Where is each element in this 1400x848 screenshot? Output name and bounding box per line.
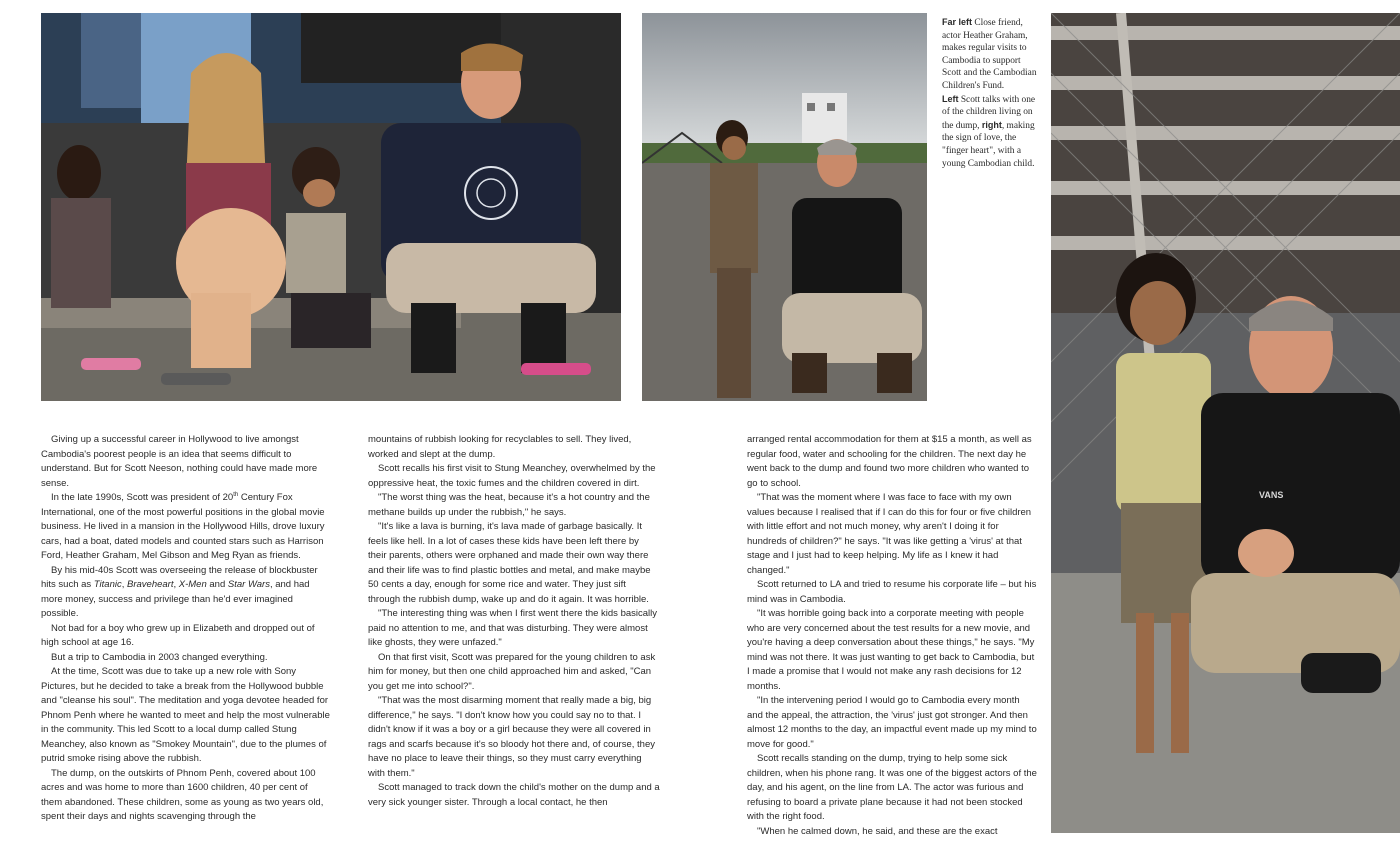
article-paragraph: "When he calmed down, he said, and these are the exact [757, 825, 998, 837]
caption-far-left-key: Far left [942, 17, 973, 27]
caption-left-key: Left [942, 93, 959, 104]
article-paragraph: At the time, Scott was due to take up a new role with Sony Pictures, but he decided to take a break from the Hollywood bubble and "cleanse his soul". The meditation and yoga devotee headed for Phnom Penh where he wanted to meet and help the most vulnerable in the community. This led Scott to a local dump called Stung Meanchey, also known as "Smokey Mountain", due to the plumes of putrid smoke rising above the rubbish. [41, 666, 330, 764]
article-paragraph [41, 564, 331, 622]
article-paragraph: mountains of rubbish looking for recyclables to sell. They lived, worked and slept at the dump. [368, 434, 632, 460]
article-text: , [173, 579, 179, 590]
ordinal-superscript: th [233, 491, 239, 498]
article-paragraph: "It was horrible going back into a corporate meeting with people who are very concerned about the test results for a new movie, and you're having a deep conversation about these things," he says. "My mind was not there. It was just wanting to get back to Cambodia, but I made a promise that I would not make any rash decisions for 12 months. [747, 608, 1035, 692]
article-paragraph [41, 491, 331, 564]
article-paragraph: "The worst thing was the heat, because it's a hot country and the methane builds up under the rubbish," he says. [368, 492, 650, 518]
article-paragraph: Scott recalls standing on the dump, trying to help some sick children, when his phone rang. It was one of the biggest actors of the day, and his agent, on the line from LA. The actor was furious and refusing to board a private plane because it had not been stocked with the right food. [747, 753, 1037, 822]
article-text: Century Fox International, one of the most powerful positions in the global movie business. He lived in a mansion in the Hollywood Hills, drove luxury cars, had a boat, dated models and counted stars such as Harrison Ford, Heather Graham, Mel Gibson and Meg Ryan as friends. [41, 492, 325, 561]
caption-right-key: right [981, 119, 1002, 130]
article-paragraph: "In the intervening period I would go to Cambodia every month and the appeal, the attraction, the 'virus' just got stronger. And then almost 12 months to the day, an impactful event made up my mind to move for good." [747, 695, 1037, 750]
photo-scott-with-child-on-dump [642, 13, 927, 401]
article-column-2 [368, 433, 660, 843]
film-title: Braveheart [127, 579, 174, 590]
article-paragraph: The dump, on the outskirts of Phnom Penh, covered about 100 acres and was home to more than 1600 children, 40 per cent of them abandoned. These children, some as young as two years old, spent their days and nights scavenging through the [41, 767, 324, 822]
caption-left-text: Scott talks with one of the children living on the dump, [942, 94, 1036, 131]
article-text: In the late 1990s, Scott was president of 20 [51, 492, 234, 503]
article-paragraph: Scott managed to track down the child's mother on the dump and a very sick younger sister. Through a local contact, he then [368, 782, 660, 808]
article-paragraph: Scott returned to LA and tried to resume his corporate life – but his mind was in Cambodia. [747, 579, 1037, 605]
article-paragraph: "The interesting thing was when I first went there the kids basically paid no attention to me, and that was disturbing. They were almost like ghosts, they were unfazed." [368, 608, 658, 648]
article-column-3 [747, 433, 1037, 843]
article-paragraph: arranged rental accommodation for them at $15 a month, as well as regular food, water and schooling for the children. The next day he went back to the dump and found two more children who wanted to go to school. [747, 434, 1032, 489]
photo-finger-heart-with-child [1051, 13, 1400, 833]
article-paragraph: Giving up a successful career in Hollywood to live amongst Cambodia's poorest people is an idea that seems difficult to understand. But for Scott Neeson, nothing could have made more sense. [41, 434, 318, 489]
article-text: , [121, 579, 127, 590]
article-paragraph: "It's like a lava is burning, it's lava made of garbage basically. It feels like hell. In a lot of cases these kids have been left there by their parents, others were orphaned and made their own way there and their life was to find plastic bottles and metal, and make maybe 50 cents a day, enough for some rice and water. They just sift through the rubbish dump, wake up and do it again. It was horrible. [368, 521, 651, 605]
article-column-1 [41, 433, 331, 843]
article-paragraph: Scott recalls his first visit to Stung Meanchey, overwhelmed by the oppressive heat, the toxic fumes and the children covered in dirt. [368, 463, 656, 489]
article-paragraph: On that first visit, Scott was prepared for the young children to ask him for money, but then one child approached him and asked, "Can you get me into school?". [368, 651, 656, 692]
photo-heather-graham-scott-children [41, 13, 621, 401]
film-title: Titanic [93, 579, 122, 590]
article-paragraph: "That was the most disarming moment that really made a big, big difference," he says. "I don't know how you could say no to that. I didn't know if it was a boy or a girl because they were all covered in rags and scarfs because it's so bloody hot there and, of course, they have no place to leave their things, so they must carry everything with them." [368, 695, 655, 779]
article-text: and [206, 579, 228, 590]
film-title: X-Men [178, 579, 207, 590]
article-text: , and had more money, success and privilege than he'd ever imagined possible. [41, 579, 310, 619]
film-title: Star Wars [227, 579, 270, 590]
photo-caption [942, 16, 1042, 170]
caption-far-left-text: Close friend, actor Heather Graham, makes regular visits to Cambodia to support Scott and the Cambodian Children's Fund. [942, 18, 1037, 91]
shirt-text: VANS [1259, 490, 1284, 500]
article-paragraph: But a trip to Cambodia in 2003 changed everything. [51, 651, 268, 663]
article-paragraph: "That was the moment where I was face to face with my own values because I realised that if I can do this for four or five children with little effort and not much money, why aren't I doing it for hundreds of children?" he says. "It was like getting a 'virus' at that stage and I just had to keep helping. My life as I knew it had changed." [747, 492, 1032, 576]
article-text: By his mid-40s Scott was overseeing the release of blockbuster hits such as [41, 564, 318, 590]
caption-right-text: , making the sign of love, the "finger heart", with a young Cambodian child. [942, 120, 1035, 169]
article-paragraph: Not bad for a boy who grew up in Elizabeth and dropped out of high school at age 16. [41, 622, 315, 648]
